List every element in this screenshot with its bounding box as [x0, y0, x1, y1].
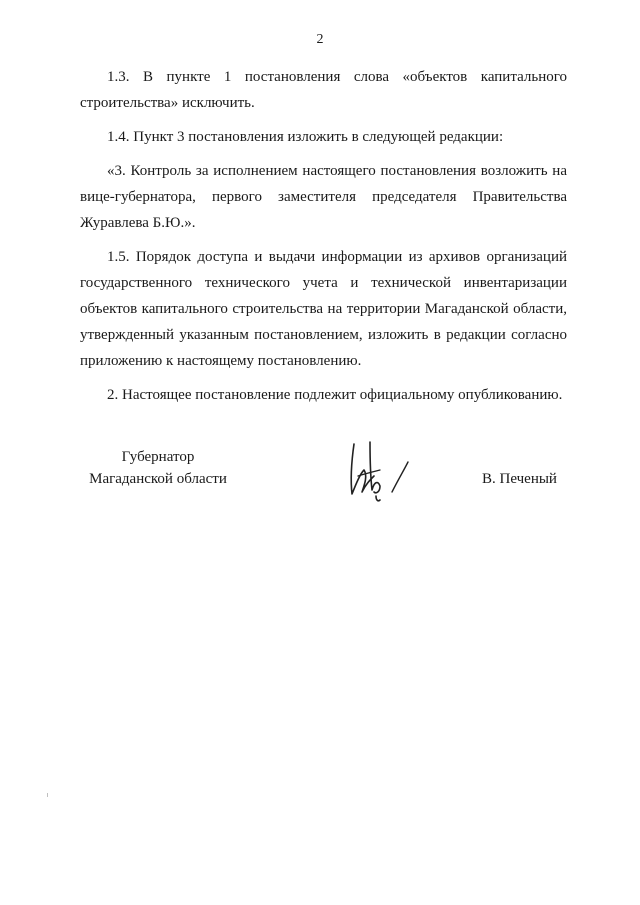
- handwritten-signature: [340, 436, 420, 506]
- paragraph-1-5: 1.5. Порядок доступа и выдачи информации из архивов организаций государственного технического учета и технической инвентаризации объектов капитального строительства на территории Магаданской области, утвержденный указанным постановлением, изложить в редакции согласно приложению к настоящему постановлению.: [80, 249, 567, 369]
- signatory-position-region: Магаданской области: [89, 471, 227, 487]
- paragraph-1-3: 1.3. В пункте 1 постановления слова «объектов капитального строительства» исключить.: [80, 69, 567, 111]
- signatory-position: [88, 446, 228, 490]
- signatory-name: В. Печеный: [482, 471, 557, 487]
- paragraph-2: 2. Настоящее постановление подлежит официальному опубликованию.: [107, 387, 563, 403]
- signatory-position-title: Губернатор: [121, 449, 195, 465]
- paragraph-1-4: 1.4. Пункт 3 постановления изложить в следующей редакции:: [107, 129, 504, 145]
- page-number: 2: [316, 32, 324, 47]
- document-body: [80, 64, 567, 408]
- paragraph-quoted-point-3: «3. Контроль за исполнением настоящего постановления возложить на вице-губернатора, первого заместителя председателя Правительства Журавлева Б.Ю.».: [80, 163, 567, 231]
- scan-artifact: [47, 793, 48, 797]
